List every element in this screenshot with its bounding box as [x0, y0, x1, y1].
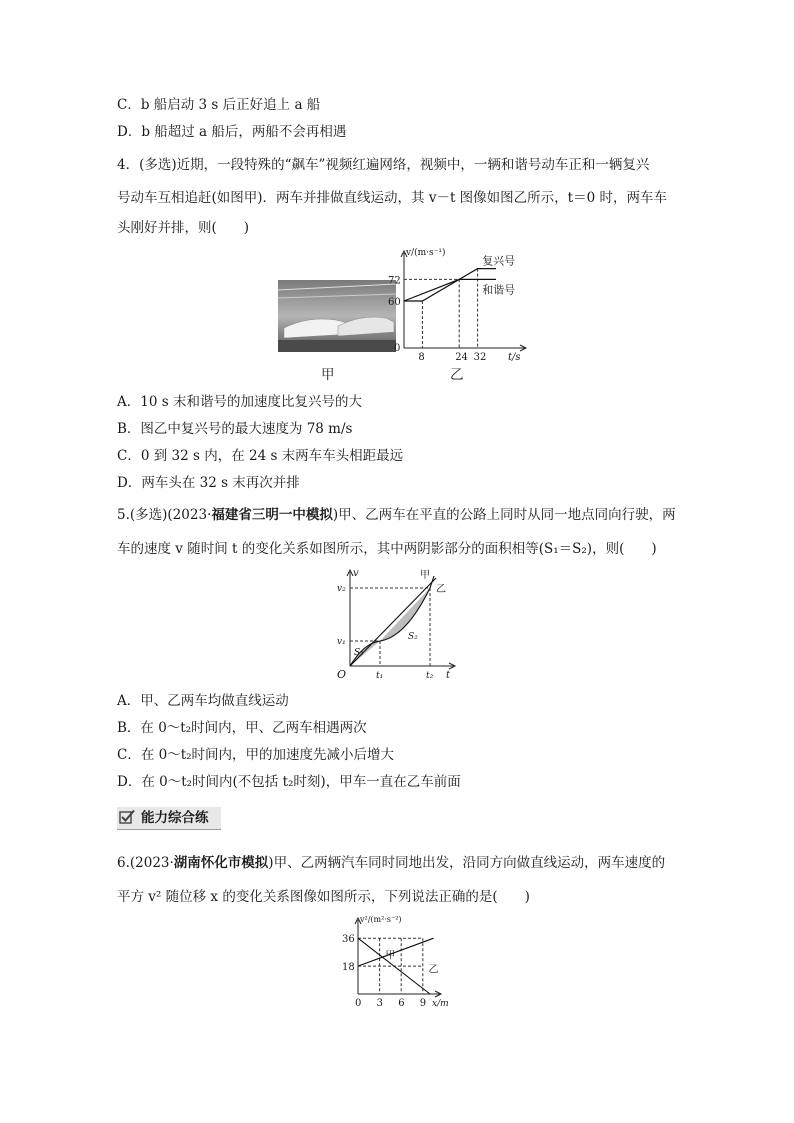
q4-stem-line3: 头刚好并排，则( )	[117, 220, 250, 236]
q4-option-d: D．两车头在 32 s 末再次并排	[117, 475, 300, 491]
x-axis-label: t	[446, 670, 451, 681]
section-title: 能力综合练	[141, 810, 209, 826]
x-tick-label: 6	[398, 998, 405, 1009]
fig-yi-caption: 乙	[450, 367, 464, 383]
q5-option-c: C．在 0～t₂时间内，甲的加速度先减小后增大	[117, 747, 395, 763]
t2-label: t₂	[426, 671, 434, 681]
q6-v2x-chart	[330, 912, 460, 1012]
q4-option-c: C．0 到 32 s 内，在 24 s 末两车车头相距最远	[117, 448, 404, 464]
label-jia: 甲	[420, 570, 430, 581]
label-yi: 乙	[436, 584, 446, 595]
y-tick-label: 18	[342, 962, 355, 974]
label-s2: S₂	[408, 632, 418, 642]
y-tick-label: 36	[342, 934, 355, 946]
q3-option-d: D．b 船超过 a 船后，两船不会再相遇	[117, 124, 347, 140]
t1-label: t₁	[376, 671, 384, 681]
q4-stem-line1: 4．(多选)近期，一段特殊的“飙车”视频红遍网络，视频中，一辆和谐号动车正和一辆复兴	[117, 157, 650, 173]
label-hexie: 和谐号	[482, 283, 516, 297]
x-tick-label: 3	[376, 998, 383, 1009]
origin-label: O	[337, 668, 347, 681]
x-tick-label: 0	[355, 998, 362, 1009]
y-tick-label: 72	[388, 275, 401, 287]
q5-option-b: B．在 0～t₂时间内，甲、乙两车相遇两次	[117, 720, 367, 736]
q4-option-b: B．图乙中复兴号的最大速度为 78 m/s	[117, 421, 353, 437]
x-tick-label: 32	[473, 352, 487, 363]
x-tick-label: 9	[419, 998, 427, 1009]
q4-vt-chart	[360, 245, 540, 365]
check-icon	[119, 809, 135, 825]
x-tick-label: 8	[418, 352, 425, 363]
v2-label: v₂	[337, 584, 346, 594]
label-fuxing: 复兴号	[482, 254, 516, 268]
series-yi	[358, 938, 434, 966]
q5-option-a: A．甲、乙两车均做直线运动	[117, 693, 289, 709]
y-axis-label: v²/(m²·s⁻²)	[360, 915, 402, 924]
y-axis-label: v	[353, 568, 359, 579]
q5-option-d: D．在 0～t₂时间内(不包括 t₂时刻)，甲车一直在乙车前面	[117, 774, 461, 790]
q4-stem-line2: 号动车互相追赶(如图甲)．两车并排做直线运动，其 v－t 图像如图乙所示，t＝0 时，两车车	[117, 190, 667, 206]
q3-option-c: C．b 船启动 3 s 后正好追上 a 船	[117, 97, 321, 113]
q5-stem-line2: 车的速度 v 随时间 t 的变化关系如图所示，其中两阴影部分的面积相等(S₁＝S₂)，则( )	[117, 541, 657, 557]
origin-label: 0	[394, 343, 401, 354]
y-axis-label: v/(m·s⁻¹)	[406, 248, 446, 258]
q6-stem-line2: 平方 v² 随位移 x 的变化关系图像如图所示，下列说法正确的是( )	[117, 889, 530, 905]
shade-s2	[380, 588, 430, 641]
section-header	[117, 807, 221, 830]
label-s1: S₁	[354, 648, 364, 658]
y-tick-label: 60	[388, 297, 401, 308]
q5-stem-line1: 5.(多选)(2023·福建省三明一中模拟)甲、乙两车在平直的公路上同时从同一地点同向行驶，两	[117, 507, 676, 523]
q5-vt-chart	[336, 566, 460, 682]
v1-label: v₁	[337, 637, 346, 647]
q6-stem-line1: 6.(2023·湖南怀化市模拟)甲、乙两辆汽车同时同地出发，沿同方向做直线运动，两车速度的	[117, 855, 666, 871]
x-axis-label: x/m	[432, 999, 449, 1009]
x-tick-label: 24	[455, 352, 468, 363]
q4-option-a: A．10 s 末和谐号的加速度比复兴号的大	[117, 394, 362, 410]
x-axis-label: t/s	[508, 352, 521, 363]
fig-jia-caption: 甲	[321, 367, 335, 383]
label-jia: 甲	[385, 950, 396, 962]
label-yi: 乙	[428, 964, 439, 976]
